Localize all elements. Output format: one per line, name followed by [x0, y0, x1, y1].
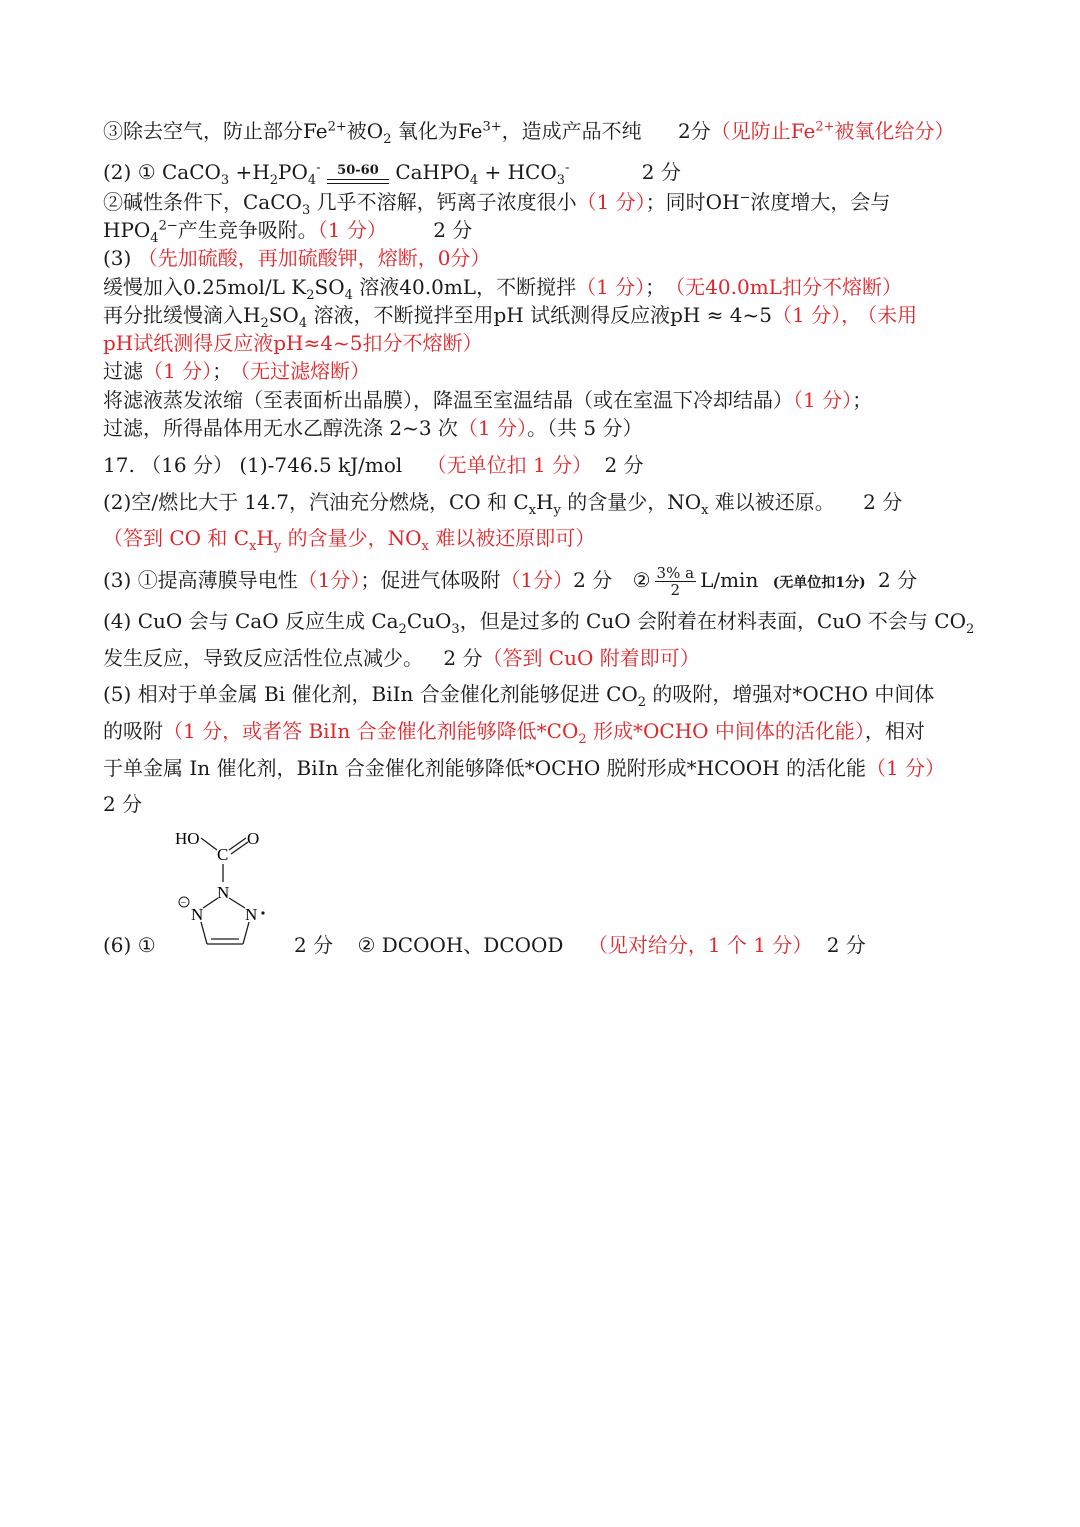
q17-line3 [103, 524, 595, 552]
subscript: 2 [269, 173, 279, 188]
q17-line6 [103, 644, 700, 672]
text: ② [632, 568, 651, 592]
text: 发生反应，导致反应活性位点减少。 [103, 646, 423, 670]
text: 的吸附，增强对*OCHO 中间体 [646, 682, 935, 706]
subscript: 2 [398, 622, 407, 637]
text: 被O [346, 119, 384, 143]
q17-line1 [103, 451, 644, 479]
subscript: 2 [306, 288, 315, 303]
text: ；促进气体吸附 [360, 568, 501, 592]
grading-note: （1 分） [457, 416, 528, 440]
score: 2 分 [573, 568, 613, 592]
text: 浓度增大，会与 [750, 190, 891, 214]
text: CuO [406, 609, 452, 633]
grading-note: （1分） [297, 568, 361, 592]
fraction-denominator: 2 [670, 581, 681, 599]
q17-line2 [103, 488, 902, 516]
text: ； [645, 275, 666, 299]
text: 氧化为Fe [391, 119, 483, 143]
part-label: (2) ① [103, 160, 156, 184]
q16-part3-line6 [103, 414, 642, 442]
text: HPO [103, 218, 151, 242]
subscript: x [249, 539, 257, 554]
subscript: 3 [220, 173, 230, 188]
bond-n1-n2 [203, 898, 218, 908]
superscript: 3+ [482, 119, 502, 135]
score: 2 分 [604, 453, 644, 477]
subscript: 4 [469, 173, 479, 188]
subscript: 4 [298, 316, 308, 331]
subscript: 4 [150, 231, 159, 246]
q16-part2-equation [103, 158, 681, 186]
subscript: 2 [383, 132, 392, 147]
score: 2 分 [293, 933, 334, 957]
subscript: x [701, 503, 709, 518]
subscript: 3 [301, 203, 311, 218]
text: SO [268, 303, 299, 327]
text: ； [212, 359, 233, 383]
superscript: − [739, 190, 751, 206]
bond-c-o-1 [229, 838, 246, 850]
subscript: 4 [307, 173, 317, 188]
subscript: 3 [451, 622, 460, 637]
text: 再分批缓慢滴入H [103, 303, 261, 327]
superscript: - [565, 160, 570, 176]
text: 的吸附 [103, 719, 163, 743]
text: CaHPO [395, 160, 470, 184]
text: ，但是过多的 CuO 会附着在材料表面，CuO 不会与 CO [459, 609, 966, 633]
subscript: 2 [966, 622, 975, 637]
grading-note: H [256, 526, 274, 550]
q17-line5 [103, 607, 974, 635]
subscript: x [421, 539, 429, 554]
text: 的含量少，NO [560, 490, 702, 514]
bond-ho-c [201, 838, 217, 850]
q17-line4 [103, 565, 917, 598]
grading-note: （答到 CO 和 C [103, 526, 250, 550]
text: 过滤 [103, 359, 143, 383]
score: 2 分 [103, 792, 143, 816]
superscript: 2+ [327, 119, 347, 135]
score: 2 分 [878, 568, 918, 592]
grading-note: （无过滤熔断） [240, 359, 371, 383]
text: (2)空/燃比大于 14.7，汽油充分燃烧，CO 和 C [103, 490, 529, 514]
subscript: 2 [260, 316, 269, 331]
grading-note: （1 分） [317, 218, 387, 242]
text: (3) ①提高薄膜导电性 [103, 568, 298, 592]
text: 产生竞争吸附。 [177, 218, 318, 242]
text: ； [852, 388, 873, 412]
text: 将滤液蒸发浓缩（至表面析出晶膜），降温至室温结晶（或在室温下冷却结晶） [103, 388, 793, 412]
bond-n1-n3 [229, 898, 245, 908]
grading-note: （未用 [867, 303, 918, 327]
q16-part3-header [103, 244, 490, 272]
text: 难以被还原。 [708, 490, 835, 514]
text: ；同时OH [645, 190, 740, 214]
subscript: y [273, 539, 282, 554]
grading-note: （1 分） [865, 756, 946, 780]
q16-part3-line5 [103, 386, 872, 414]
text: + HCO [478, 160, 557, 184]
text: 17. （16 分） (1)-746.5 kJ/mol [103, 453, 403, 477]
part-label: (3) [103, 246, 132, 270]
grading-note: (无单位扣1分) [772, 575, 866, 591]
score: 2分 [678, 119, 711, 143]
text: 缓慢加入0.25mol/L K [103, 275, 307, 299]
bond-c-o-2 [231, 842, 248, 854]
q16-line-3 [103, 117, 955, 145]
grading-note: （1 分，或者答 BiIn 合金催化剂能够降低$*CO_2$ 形成*OCHO 中间体的活化能） [163, 719, 865, 747]
superscript: 2− [158, 218, 178, 234]
grading-note: （1 分）， [772, 303, 862, 327]
reaction-condition-arrow [327, 164, 389, 184]
score: 2 分 [863, 490, 903, 514]
fraction [655, 565, 697, 598]
text: 溶液，不断搅拌至用pH 试纸测得反应液pH ≈ 4~5 [307, 303, 773, 327]
superscript: - [316, 160, 321, 176]
nitrogen-left-label: N [191, 905, 204, 924]
grading-note: （1 分） [576, 275, 646, 299]
text: 。（共 5 分） [527, 416, 643, 440]
grading-note: （见对给分，1 个 1 分） [587, 933, 813, 957]
q16-part3-line3 [103, 329, 482, 357]
grading-note: （无单位扣 1 分） [426, 453, 593, 477]
grading-note: 的含量少，NO [281, 526, 422, 550]
nitrogen-top-label: N [217, 883, 230, 902]
text: (5) 相对于单金属 Bi 催化剂，BiIn 合金催化剂能够促进 CO [103, 682, 638, 706]
q16-part2-2b [103, 216, 472, 244]
text: ②碱性条件下，CaCO [103, 190, 302, 214]
text: (4) CuO 会与 CaO 反应生成 Ca [103, 609, 399, 633]
q16-part3-line4 [103, 357, 370, 385]
grading-note: 难以被还原即可） [428, 526, 596, 550]
text: ② DCOOH、DCOOD [357, 933, 564, 957]
subscript: 4 [344, 288, 353, 303]
score: 2 分 [433, 218, 473, 242]
text: 于单金属 In 催化剂，BiIn 合金催化剂能够降低*OCHO 脱附形成*HCOOH 的活化能 [103, 756, 866, 780]
nitrogen-right-label: N [245, 905, 258, 924]
radical-dot [261, 911, 264, 914]
grading-note: （答到 CuO 附着即可） [482, 646, 700, 670]
grading-note: （1 分） [143, 359, 213, 383]
score: 2 分 [641, 160, 681, 184]
text: ③除去空气，防止部分Fe [103, 119, 328, 143]
subscript: 3 [556, 173, 566, 188]
text: +H [229, 160, 270, 184]
unit: L/min [700, 568, 759, 592]
ho-label: HO [175, 829, 200, 848]
q17-line9 [103, 754, 945, 782]
subscript: 2 [637, 695, 647, 710]
q17-line11 [103, 931, 866, 959]
subscript: x [528, 503, 537, 518]
condition-label: 50-60 [337, 162, 379, 178]
carbon-label: C [217, 845, 229, 864]
grading-note: pH试纸测得反应液pH≈4~5扣分不熔断） [103, 331, 483, 355]
text: 溶液40.0mL，不断搅拌 [352, 275, 577, 299]
q17-line8 [103, 717, 925, 745]
q16-part3-line1 [103, 273, 902, 301]
q17-line10 [103, 790, 142, 818]
grading-note: （无40.0mL扣分不熔断） [675, 275, 902, 299]
text: 几乎不溶解，钙离子浓度很小 [310, 190, 577, 214]
grading-note: （1分） [500, 568, 574, 592]
q17-line7 [103, 680, 934, 708]
part-label: (6) ① [103, 933, 156, 957]
grading-note: （1 分） [793, 388, 853, 412]
score: 2 分 [826, 933, 866, 957]
text: ，相对 [864, 719, 925, 743]
score: 2 分 [443, 646, 483, 670]
grading-note: （见防止$Fe^{2+}$被氧化给分） [710, 119, 955, 143]
subscript: y [553, 503, 561, 518]
text: ，造成产品不纯 [501, 119, 642, 143]
grading-note: （先加硫酸，再加硫酸钾，熔断，0分） [137, 246, 491, 270]
negative-charge-sign: − [180, 898, 187, 909]
text: CaCO [155, 160, 221, 184]
oxygen-label: O [247, 829, 260, 848]
text: 过滤，所得晶体用无水乙醇洗涤 2~3 次 [103, 416, 458, 440]
fraction-numerator: 3% a [656, 564, 695, 582]
text: SO [314, 275, 345, 299]
q16-part3-line2 [103, 301, 917, 329]
q16-part2-2a [103, 188, 890, 216]
grading-note: （1 分） [576, 190, 646, 214]
text: H [536, 490, 554, 514]
text: PO [278, 160, 308, 184]
